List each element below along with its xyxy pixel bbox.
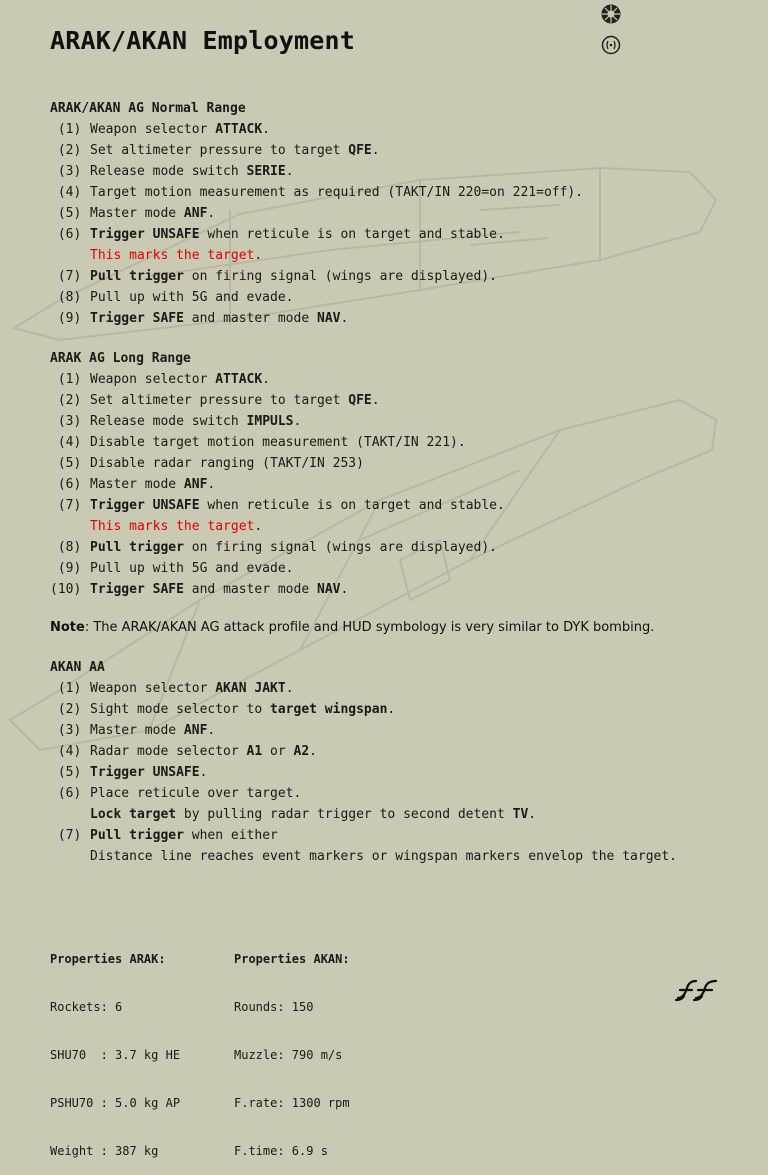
step-number: (8) — [50, 540, 82, 555]
step-fragment — [145, 582, 153, 597]
step-fragment: on firing signal (wings are displayed). — [183, 540, 497, 555]
step-keyword: ATTACK — [215, 122, 263, 137]
property-line: Weight : 387 kg — [50, 1144, 159, 1158]
step-fragment: . — [340, 582, 349, 597]
step-row — [50, 804, 677, 825]
step-keyword: SAFE — [152, 311, 184, 326]
step-number: (1) — [50, 372, 82, 387]
step-keyword: Pull trigger — [90, 269, 184, 284]
note-label: Note — [50, 620, 85, 635]
step-fragment: Weapon selector — [90, 122, 216, 137]
step-number: (7) — [50, 828, 82, 843]
step-number: (4) — [50, 744, 82, 759]
property-line: SHU70 : 3.7 kg HE — [50, 1048, 181, 1062]
step-fragment: or — [262, 744, 294, 759]
step-fragment: . — [207, 723, 216, 738]
step-keyword: Trigger — [90, 582, 145, 597]
property-line: Muzzle: 790 m/s — [234, 1048, 343, 1062]
step-row — [50, 474, 505, 495]
step-fragment: Sight mode selector to — [90, 702, 271, 717]
step-fragment: . — [262, 372, 271, 387]
step-keyword: ANF — [183, 477, 208, 492]
aircraft-emblem-icon — [599, 3, 623, 25]
step-number: (8) — [50, 290, 82, 305]
step-keyword: TV — [512, 807, 529, 822]
step-text — [90, 453, 364, 474]
step-text — [90, 741, 317, 762]
step-text — [90, 762, 207, 783]
step-text — [90, 516, 262, 537]
step-keyword: ANF — [183, 206, 208, 221]
section-heading: ARAK/AKAN AG Normal Range — [50, 101, 246, 116]
step-fragment: Weapon selector — [90, 372, 216, 387]
step-fragment: Master mode — [90, 723, 184, 738]
step-fragment: Set altimeter pressure to target — [90, 143, 349, 158]
step-row — [50, 390, 505, 411]
step-text — [90, 308, 348, 329]
step-row — [50, 762, 677, 783]
note-paragraph — [50, 620, 654, 635]
step-keyword: UNSAFE — [152, 498, 200, 513]
step-keyword: SAFE — [152, 582, 184, 597]
step-fragment: . — [371, 393, 380, 408]
step-row — [50, 203, 583, 224]
step-row — [50, 783, 677, 804]
step-row — [50, 245, 583, 266]
step-fragment — [145, 311, 153, 326]
step-number: (5) — [50, 765, 82, 780]
step-fragment: by pulling radar trigger to second detent — [176, 807, 513, 822]
step-text — [90, 825, 278, 846]
step-keyword: Pull trigger — [90, 828, 184, 843]
step-row — [50, 287, 583, 308]
step-number: (6) — [50, 227, 82, 242]
step-row — [50, 537, 505, 558]
step-keyword: UNSAFE — [152, 765, 200, 780]
step-text — [90, 182, 583, 203]
step-keyword: A1 — [246, 744, 263, 759]
property-line: PSHU70 : 5.0 kg AP — [50, 1096, 181, 1110]
step-fragment: on firing signal (wings are displayed). — [183, 269, 497, 284]
step-keyword: Pull trigger — [90, 540, 184, 555]
step-row — [50, 161, 583, 182]
step-text — [90, 432, 466, 453]
step-text — [90, 287, 294, 308]
step-number: (10) — [50, 582, 82, 597]
step-text — [90, 699, 395, 720]
step-row — [50, 308, 583, 329]
step-row — [50, 411, 505, 432]
properties-akan — [234, 919, 350, 1175]
step-fragment: . — [254, 519, 263, 534]
step-fragment: . — [207, 206, 216, 221]
step-number: (9) — [50, 561, 82, 576]
step-fragment: . — [285, 681, 294, 696]
step-number: (4) — [50, 185, 82, 200]
target-mark-text: This marks the target — [90, 248, 255, 263]
step-row — [50, 846, 677, 867]
step-keyword: AKAN JAKT — [215, 681, 286, 696]
step-text — [90, 474, 215, 495]
step-number: (5) — [50, 456, 82, 471]
section-heading: ARAK AG Long Range — [50, 351, 191, 366]
step-keyword: Trigger — [90, 498, 145, 513]
step-text — [90, 390, 380, 411]
step-row — [50, 369, 505, 390]
step-fragment: Weapon selector — [90, 681, 216, 696]
step-fragment — [145, 765, 153, 780]
step-number: (3) — [50, 164, 82, 179]
step-number: (1) — [50, 122, 82, 137]
step-keyword: Lock target — [90, 807, 177, 822]
reticle-symbol-icon — [599, 34, 623, 56]
section-normal-range — [50, 98, 583, 329]
step-fragment: Master mode — [90, 477, 184, 492]
step-fragment: . — [285, 164, 294, 179]
step-text — [90, 266, 497, 287]
step-text — [90, 678, 294, 699]
step-fragment: . — [254, 248, 263, 263]
step-row — [50, 432, 505, 453]
step-number: (6) — [50, 477, 82, 492]
property-line: F.rate: 1300 rpm — [234, 1096, 350, 1110]
step-fragment: Radar mode selector — [90, 744, 247, 759]
step-keyword: A2 — [293, 744, 310, 759]
step-fragment: when reticule is on target and stable. — [199, 227, 505, 242]
step-fragment: Target motion measurement as required (TAKT/IN 220=on 221=off). — [90, 185, 584, 200]
step-row — [50, 558, 505, 579]
step-number — [50, 516, 90, 537]
step-row — [50, 579, 505, 600]
step-text — [90, 804, 536, 825]
step-row — [50, 825, 677, 846]
step-fragment: Place reticule over target. — [90, 786, 302, 801]
step-number — [50, 846, 90, 867]
step-text — [90, 558, 294, 579]
step-row — [50, 119, 583, 140]
step-fragment — [145, 227, 153, 242]
property-line: F.time: 6.9 s — [234, 1144, 328, 1158]
step-row — [50, 266, 583, 287]
step-fragment: . — [262, 122, 271, 137]
step-number: (5) — [50, 206, 82, 221]
step-fragment: Disable radar ranging (TAKT/IN 253) — [90, 456, 364, 471]
step-fragment: . — [340, 311, 349, 326]
step-row — [50, 140, 583, 161]
step-keyword: QFE — [348, 393, 372, 408]
step-number: (7) — [50, 269, 82, 284]
step-text — [90, 537, 497, 558]
step-keyword: IMPULS — [246, 414, 294, 429]
step-text — [90, 119, 270, 140]
step-keyword: UNSAFE — [152, 227, 200, 242]
step-keyword: QFE — [348, 143, 372, 158]
step-number: (3) — [50, 723, 82, 738]
step-keyword: SERIE — [246, 164, 286, 179]
step-number: (1) — [50, 681, 82, 696]
step-number: (9) — [50, 311, 82, 326]
section-akan-aa — [50, 657, 677, 867]
target-mark-text: This marks the target — [90, 519, 255, 534]
property-line: Rounds: 150 — [234, 1000, 314, 1014]
step-number: (2) — [50, 393, 82, 408]
step-fragment: Disable target motion measurement (TAKT/IN 221). — [90, 435, 466, 450]
step-row — [50, 699, 677, 720]
step-text — [90, 224, 505, 245]
step-keyword: ATTACK — [215, 372, 263, 387]
step-fragment: and master mode — [183, 582, 317, 597]
step-fragment: . — [371, 143, 380, 158]
step-text — [90, 161, 294, 182]
step-fragment: . — [387, 702, 396, 717]
footer-ff-logo — [674, 978, 724, 1002]
step-fragment: . — [528, 807, 537, 822]
step-number — [50, 804, 90, 825]
step-number: (3) — [50, 414, 82, 429]
step-fragment: . — [309, 744, 317, 759]
section-heading: AKAN AA — [50, 660, 105, 675]
step-keyword: Trigger — [90, 765, 145, 780]
step-number: (4) — [50, 435, 82, 450]
step-fragment: Distance line reaches event markers or wingspan markers envelop the target. — [90, 849, 677, 864]
step-fragment: Pull up with 5G and evade. — [90, 561, 294, 576]
step-number: (2) — [50, 143, 82, 158]
step-row — [50, 224, 583, 245]
step-fragment: when either — [183, 828, 278, 843]
step-text — [90, 245, 262, 266]
step-text — [90, 203, 215, 224]
step-row — [50, 495, 505, 516]
step-text — [90, 495, 505, 516]
step-text — [90, 846, 677, 867]
step-row — [50, 516, 505, 537]
properties-arak — [50, 919, 180, 1175]
step-fragment: and master mode — [183, 311, 317, 326]
step-row — [50, 453, 505, 474]
properties-heading: Properties AKAN: — [234, 952, 350, 966]
step-row — [50, 678, 677, 699]
page-title: ARAK/AKAN Employment — [50, 26, 356, 55]
step-fragment: when reticule is on target and stable. — [199, 498, 505, 513]
step-keyword: ANF — [183, 723, 208, 738]
step-number: (2) — [50, 702, 82, 717]
step-fragment: Master mode — [90, 206, 184, 221]
step-text — [90, 579, 348, 600]
step-row — [50, 182, 583, 203]
step-fragment: . — [207, 477, 216, 492]
property-line: Rockets: 6 — [50, 1000, 123, 1014]
step-keyword: NAV — [317, 582, 341, 597]
step-fragment: Release mode switch — [90, 164, 247, 179]
step-number: (6) — [50, 786, 82, 801]
step-number: (7) — [50, 498, 82, 513]
step-fragment — [145, 498, 153, 513]
properties-heading: Properties ARAK: — [50, 952, 166, 966]
step-keyword: Trigger — [90, 227, 145, 242]
step-text — [90, 369, 270, 390]
step-keyword: Trigger — [90, 311, 145, 326]
step-keyword: target wingspan — [270, 702, 388, 717]
step-fragment: . — [293, 414, 302, 429]
step-row — [50, 720, 677, 741]
step-fragment: Release mode switch — [90, 414, 247, 429]
step-keyword: NAV — [317, 311, 341, 326]
step-text — [90, 411, 301, 432]
step-text — [90, 783, 301, 804]
step-fragment: Set altimeter pressure to target — [90, 393, 349, 408]
step-row — [50, 741, 677, 762]
step-text — [90, 720, 215, 741]
section-long-range — [50, 348, 505, 600]
note-text: : The ARAK/AKAN AG attack profile and HUD symbology is very similar to DYK bombing. — [84, 620, 655, 635]
step-fragment: . — [199, 765, 208, 780]
step-number — [50, 245, 90, 266]
step-text — [90, 140, 380, 161]
step-fragment: Pull up with 5G and evade. — [90, 290, 294, 305]
